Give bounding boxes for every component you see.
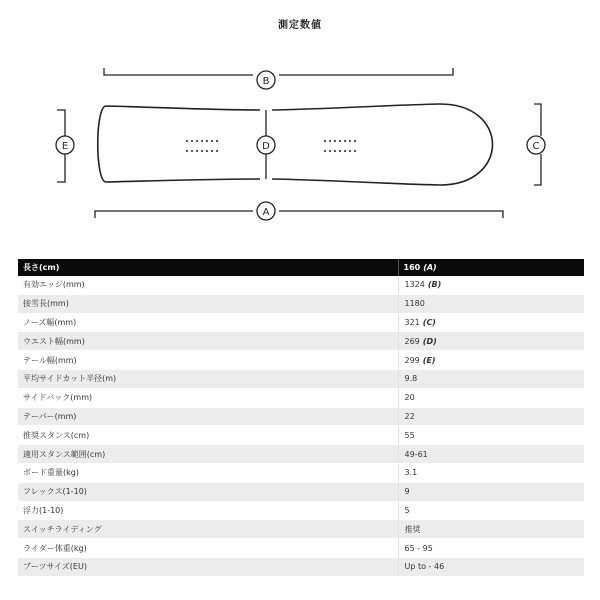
board-outline (98, 106, 260, 182)
board-diagram (0, 0, 600, 240)
spec-value-cell (398, 482, 584, 501)
spec-label: 適用スタンス範囲(cm) (18, 445, 398, 464)
table-row (18, 332, 584, 351)
table-row (18, 482, 584, 501)
spec-value-ref: (D) (422, 336, 437, 346)
label-a: A (262, 207, 270, 218)
page-title: 測定数値 (278, 20, 322, 31)
inserts-nose (324, 140, 356, 152)
spec-label: 接雪長(mm) (18, 294, 398, 313)
spec-value-ref: (B) (427, 280, 442, 290)
spec-value-ref: (C) (422, 317, 436, 327)
spec-value: 9.8 (404, 374, 418, 384)
spec-header-value (398, 259, 584, 276)
table-row (18, 351, 584, 370)
spec-label: ボード重量(kg) (18, 463, 398, 482)
spec-value: 299 (404, 355, 420, 365)
spec-value-cell (398, 463, 584, 482)
spec-value-cell (398, 407, 584, 426)
table-row (18, 276, 584, 294)
spec-label: スイッチライディング (18, 520, 398, 539)
spec-label: ライダー体重(kg) (18, 539, 398, 558)
spec-value-cell (398, 539, 584, 558)
table-row (18, 313, 584, 332)
spec-body (18, 276, 584, 576)
spec-value-cell (398, 294, 584, 313)
table-row (18, 445, 584, 464)
spec-label: 浮力(1-10) (18, 501, 398, 520)
spec-label: ブーツサイズ(EU) (18, 557, 398, 576)
table-row (18, 539, 584, 558)
spec-value: 20 (404, 393, 415, 403)
table-row (18, 520, 584, 539)
spec-value-cell (398, 369, 584, 388)
spec-value: 5 (404, 505, 410, 515)
spec-label: 有効エッジ(mm) (18, 276, 398, 294)
spec-value: Up to - 46 (404, 562, 445, 572)
spec-value-cell (398, 426, 584, 445)
spec-header-row (18, 259, 584, 276)
spec-value: 65 - 95 (404, 543, 433, 553)
table-row (18, 426, 584, 445)
spec-value: 推奨 (404, 524, 421, 534)
spec-label: フレックス(1-10) (18, 482, 398, 501)
spec-label: ウエスト幅(mm) (18, 332, 398, 351)
spec-value: 269 (404, 336, 420, 346)
table-row (18, 463, 584, 482)
inserts-tail (186, 140, 218, 152)
spec-value-cell (398, 351, 584, 370)
header-value-text: 160 (403, 263, 421, 272)
spec-value-cell (398, 501, 584, 520)
spec-value: 1180 (404, 299, 425, 309)
spec-table (18, 259, 584, 577)
spec-value-cell (398, 445, 584, 464)
spec-value-cell (398, 388, 584, 407)
label-c: C (532, 141, 540, 152)
spec-label: テール幅(mm) (18, 351, 398, 370)
table-row (18, 407, 584, 426)
label-d: D (262, 141, 270, 152)
spec-value: 1324 (404, 280, 425, 290)
label-e: E (61, 141, 69, 152)
spec-value-cell (398, 332, 584, 351)
table-row (18, 557, 584, 576)
spec-value-cell (398, 557, 584, 576)
table-row (18, 294, 584, 313)
spec-label: 推奨スタンス(cm) (18, 426, 398, 445)
spec-value: 49-61 (404, 449, 428, 459)
spec-label: サイドバック(mm) (18, 388, 398, 407)
table-row (18, 369, 584, 388)
spec-value-ref: (E) (422, 355, 436, 365)
spec-label: テーパー(mm) (18, 407, 398, 426)
spec-value-cell (398, 520, 584, 539)
spec-value: 321 (404, 317, 420, 327)
label-b: B (262, 76, 270, 87)
spec-header-label: 長さ(cm) (18, 259, 398, 276)
spec-value-cell (398, 276, 584, 294)
board-outline-nose (272, 104, 493, 185)
spec-value: 9 (404, 487, 410, 497)
spec-value: 22 (404, 411, 415, 421)
spec-value: 3.1 (404, 468, 418, 478)
dimension-b (104, 68, 453, 89)
dimension-a (95, 202, 503, 220)
spec-label: 平均サイドカット半径(m) (18, 369, 398, 388)
header-value-ref: (A) (423, 263, 437, 272)
spec-value-cell (398, 313, 584, 332)
table-row (18, 501, 584, 520)
spec-label: ノーズ幅(mm) (18, 313, 398, 332)
spec-value: 55 (404, 430, 415, 440)
table-row (18, 388, 584, 407)
